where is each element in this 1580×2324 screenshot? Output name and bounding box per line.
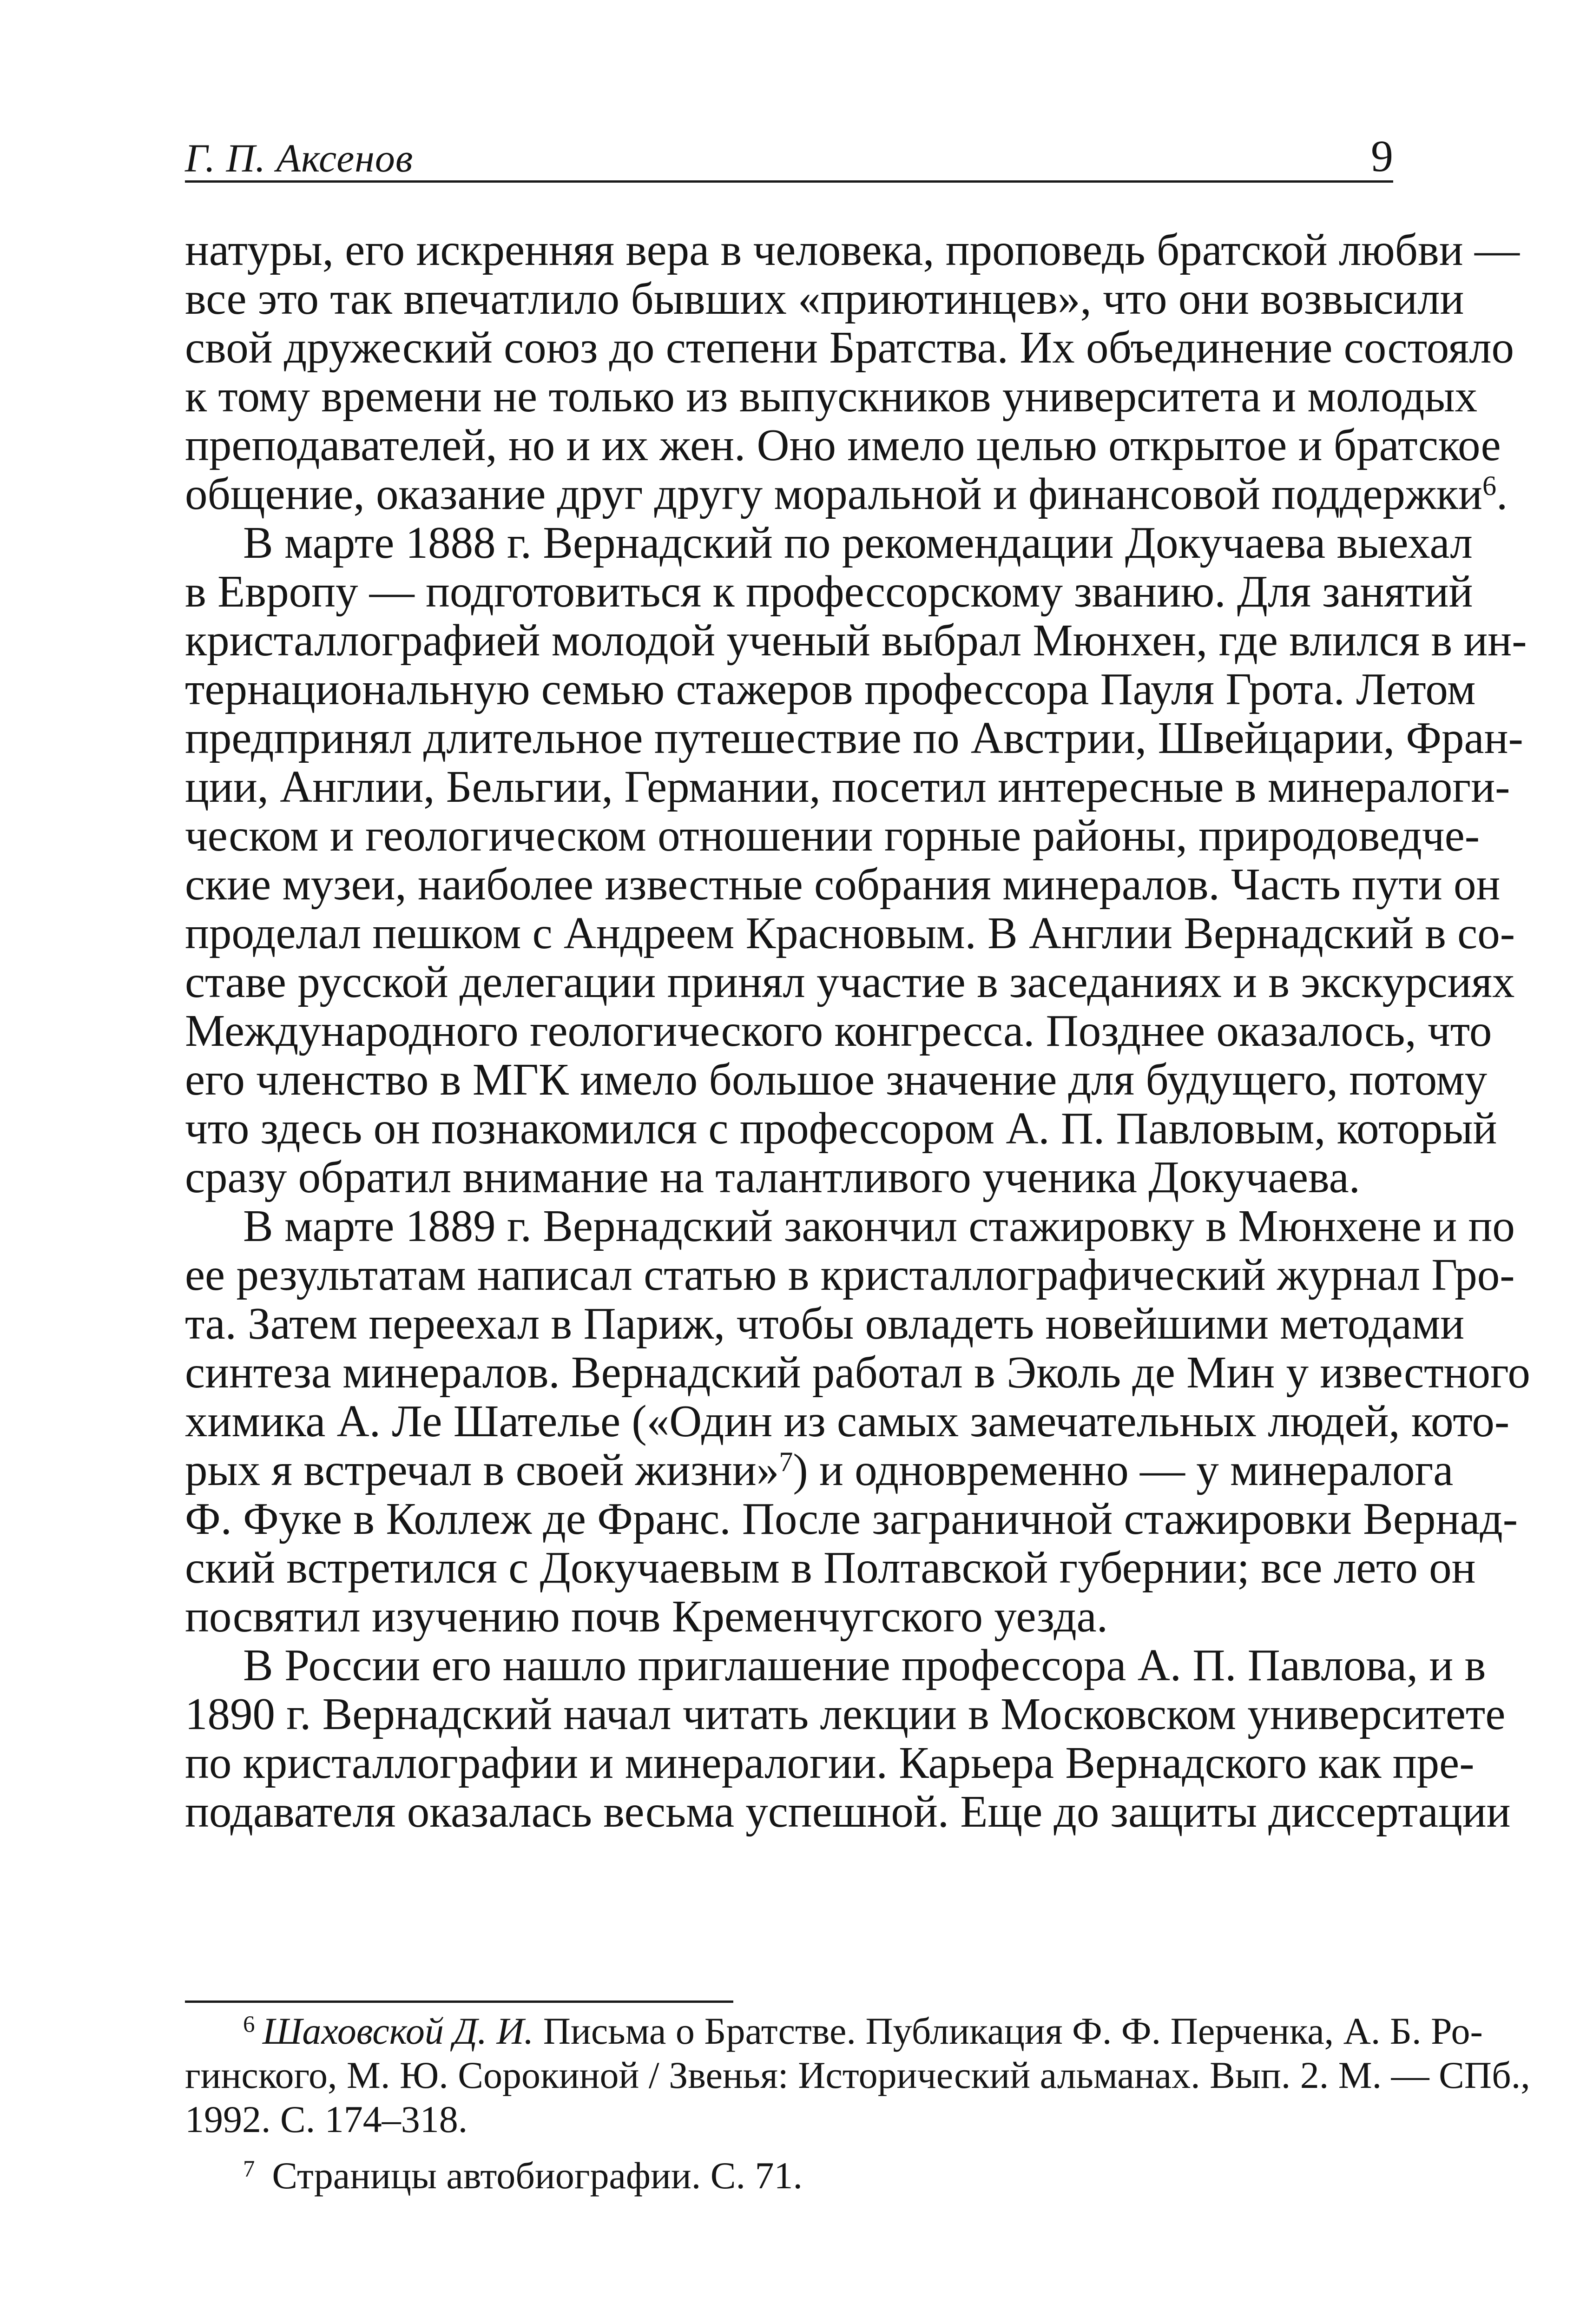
footnote-author: Шаховской Д. И. [262,2010,534,2052]
footnote-text: Страницы автобиографии. С. 71. [262,2154,803,2197]
text-line: его членство в МГК имело большое значение для будущего, потому [185,1055,1488,1104]
text-line-content: рых я встречал в своей жизни» [185,1445,779,1495]
text-line: проделал пешком с Андреем Красновым. В Англии Вернадский в со- [185,908,1515,958]
body-text [185,225,1530,1836]
text-line: ставе русской делегации принял участие в заседаниях и в экскурсиях [185,957,1515,1007]
text-line: Ф. Фуке в Коллеж де Франс. После заграничной стажировки Вернад- [185,1494,1518,1544]
text-line: Международного геологического конгресса. Позднее оказалось, что [185,1006,1492,1056]
text-line-content: общение, оказание друг другу моральной и финансовой поддержки [185,469,1482,519]
text-line: 1890 г. Вернадский начал читать лекции в Московском университете [185,1689,1506,1739]
text-line: что здесь он познакомился с профессором А. П. Павловым, который [185,1103,1497,1153]
text-line: сразу обратил внимание на талантливого ученика Докучаева. [185,1152,1360,1202]
text-line: в Европу — подготовиться к профессорскому званию. Для занятий [185,567,1473,616]
text-line: ее результатам написал статью в кристаллографический журнал Гро- [185,1250,1515,1300]
text-line: синтеза минералов. Вернадский работал в Эколь де Мин у известного [185,1347,1530,1397]
text-line: В марте 1889 г. Вернадский закончил стажировку в Мюнхене и по [243,1201,1515,1251]
footnote-7 [185,2153,1393,2198]
text-line: ции, Англии, Бельгии, Германии, посетил интересные в минералоги- [185,762,1510,812]
footnote-marker: 6 [243,2011,255,2037]
footnote-separator [185,2000,733,2003]
text-line: натуры, его искренняя вера в человека, проповедь братской любви — [185,225,1520,275]
text-line: свой дружеский союз до степени Братства. Их объединение состояло [185,323,1514,372]
text-line: В России его нашло приглашение профессора А. П. Павлова, и в [243,1640,1486,1690]
text-line: посвятил изучению почв Кременчугского уезда. [185,1591,1108,1641]
text-line: по кристаллографии и минералогии. Карьера Вернадского как пре- [185,1738,1475,1788]
text-line: предпринял длительное путешествие по Австрии, Швейцарии, Фран- [185,713,1523,763]
text-line: преподавателей, но и их жен. Оно имело целью открытое и братское [185,420,1501,470]
text-line: ские музеи, наиболее известные собрания минералов. Часть пути он [185,859,1501,909]
text-line-content: ) и одновременно — у минералога [793,1445,1454,1495]
text-line: кристаллографией молодой ученый выбрал Мюнхен, где влился в ин- [185,615,1527,665]
sentence-end: . [1496,469,1508,519]
footnote-6-line-3: 1992. С. 174–318. [185,2098,468,2140]
footnote-ref-6[interactable]: 6 [1482,470,1497,502]
text-line: тернациональную семью стажеров профессора Пауля Грота. Летом [185,664,1476,714]
text-line [185,469,1508,519]
page-number: 9 [1371,131,1393,181]
footnote-6-line-2: гинского, М. Ю. Сорокиной / Звенья: Исторический альманах. Вып. 2. М. — СПб., [185,2054,1530,2096]
text-line: ческом и геологическом отношении горные районы, природоведче- [185,811,1480,860]
footnotes [185,2009,1530,2198]
text-line [185,1445,1454,1495]
footnote-ref-7[interactable]: 7 [779,1446,793,1478]
text-line: подавателя оказалась весьма успешной. Еще до защиты диссертации [185,1787,1511,1836]
text-line: к тому времени не только из выпускников университета и молодых [185,371,1478,421]
running-head [185,125,1393,183]
footnote-text: Письма о Братстве. Публикация Ф. Ф. Перченка, А. Б. Ро- [533,2010,1483,2052]
text-line: все это так впечатлило бывших «приютинцев», что они возвысили [185,274,1464,324]
text-line: ский встретился с Докучаевым в Полтавской губернии; все лето он [185,1543,1476,1592]
text-line: химика А. Ле Шателье («Один из самых замечательных людей, кото- [185,1396,1510,1446]
text-line: та. Затем переехал в Париж, чтобы овладеть новейшими методами [185,1299,1465,1348]
footnote-marker: 7 [243,2155,255,2182]
text-line: В марте 1888 г. Вернадский по рекомендации Докучаева выехал [243,518,1473,568]
running-head-author: Г. П. Аксенов [185,136,414,180]
footnote-6 [185,2009,1483,2053]
